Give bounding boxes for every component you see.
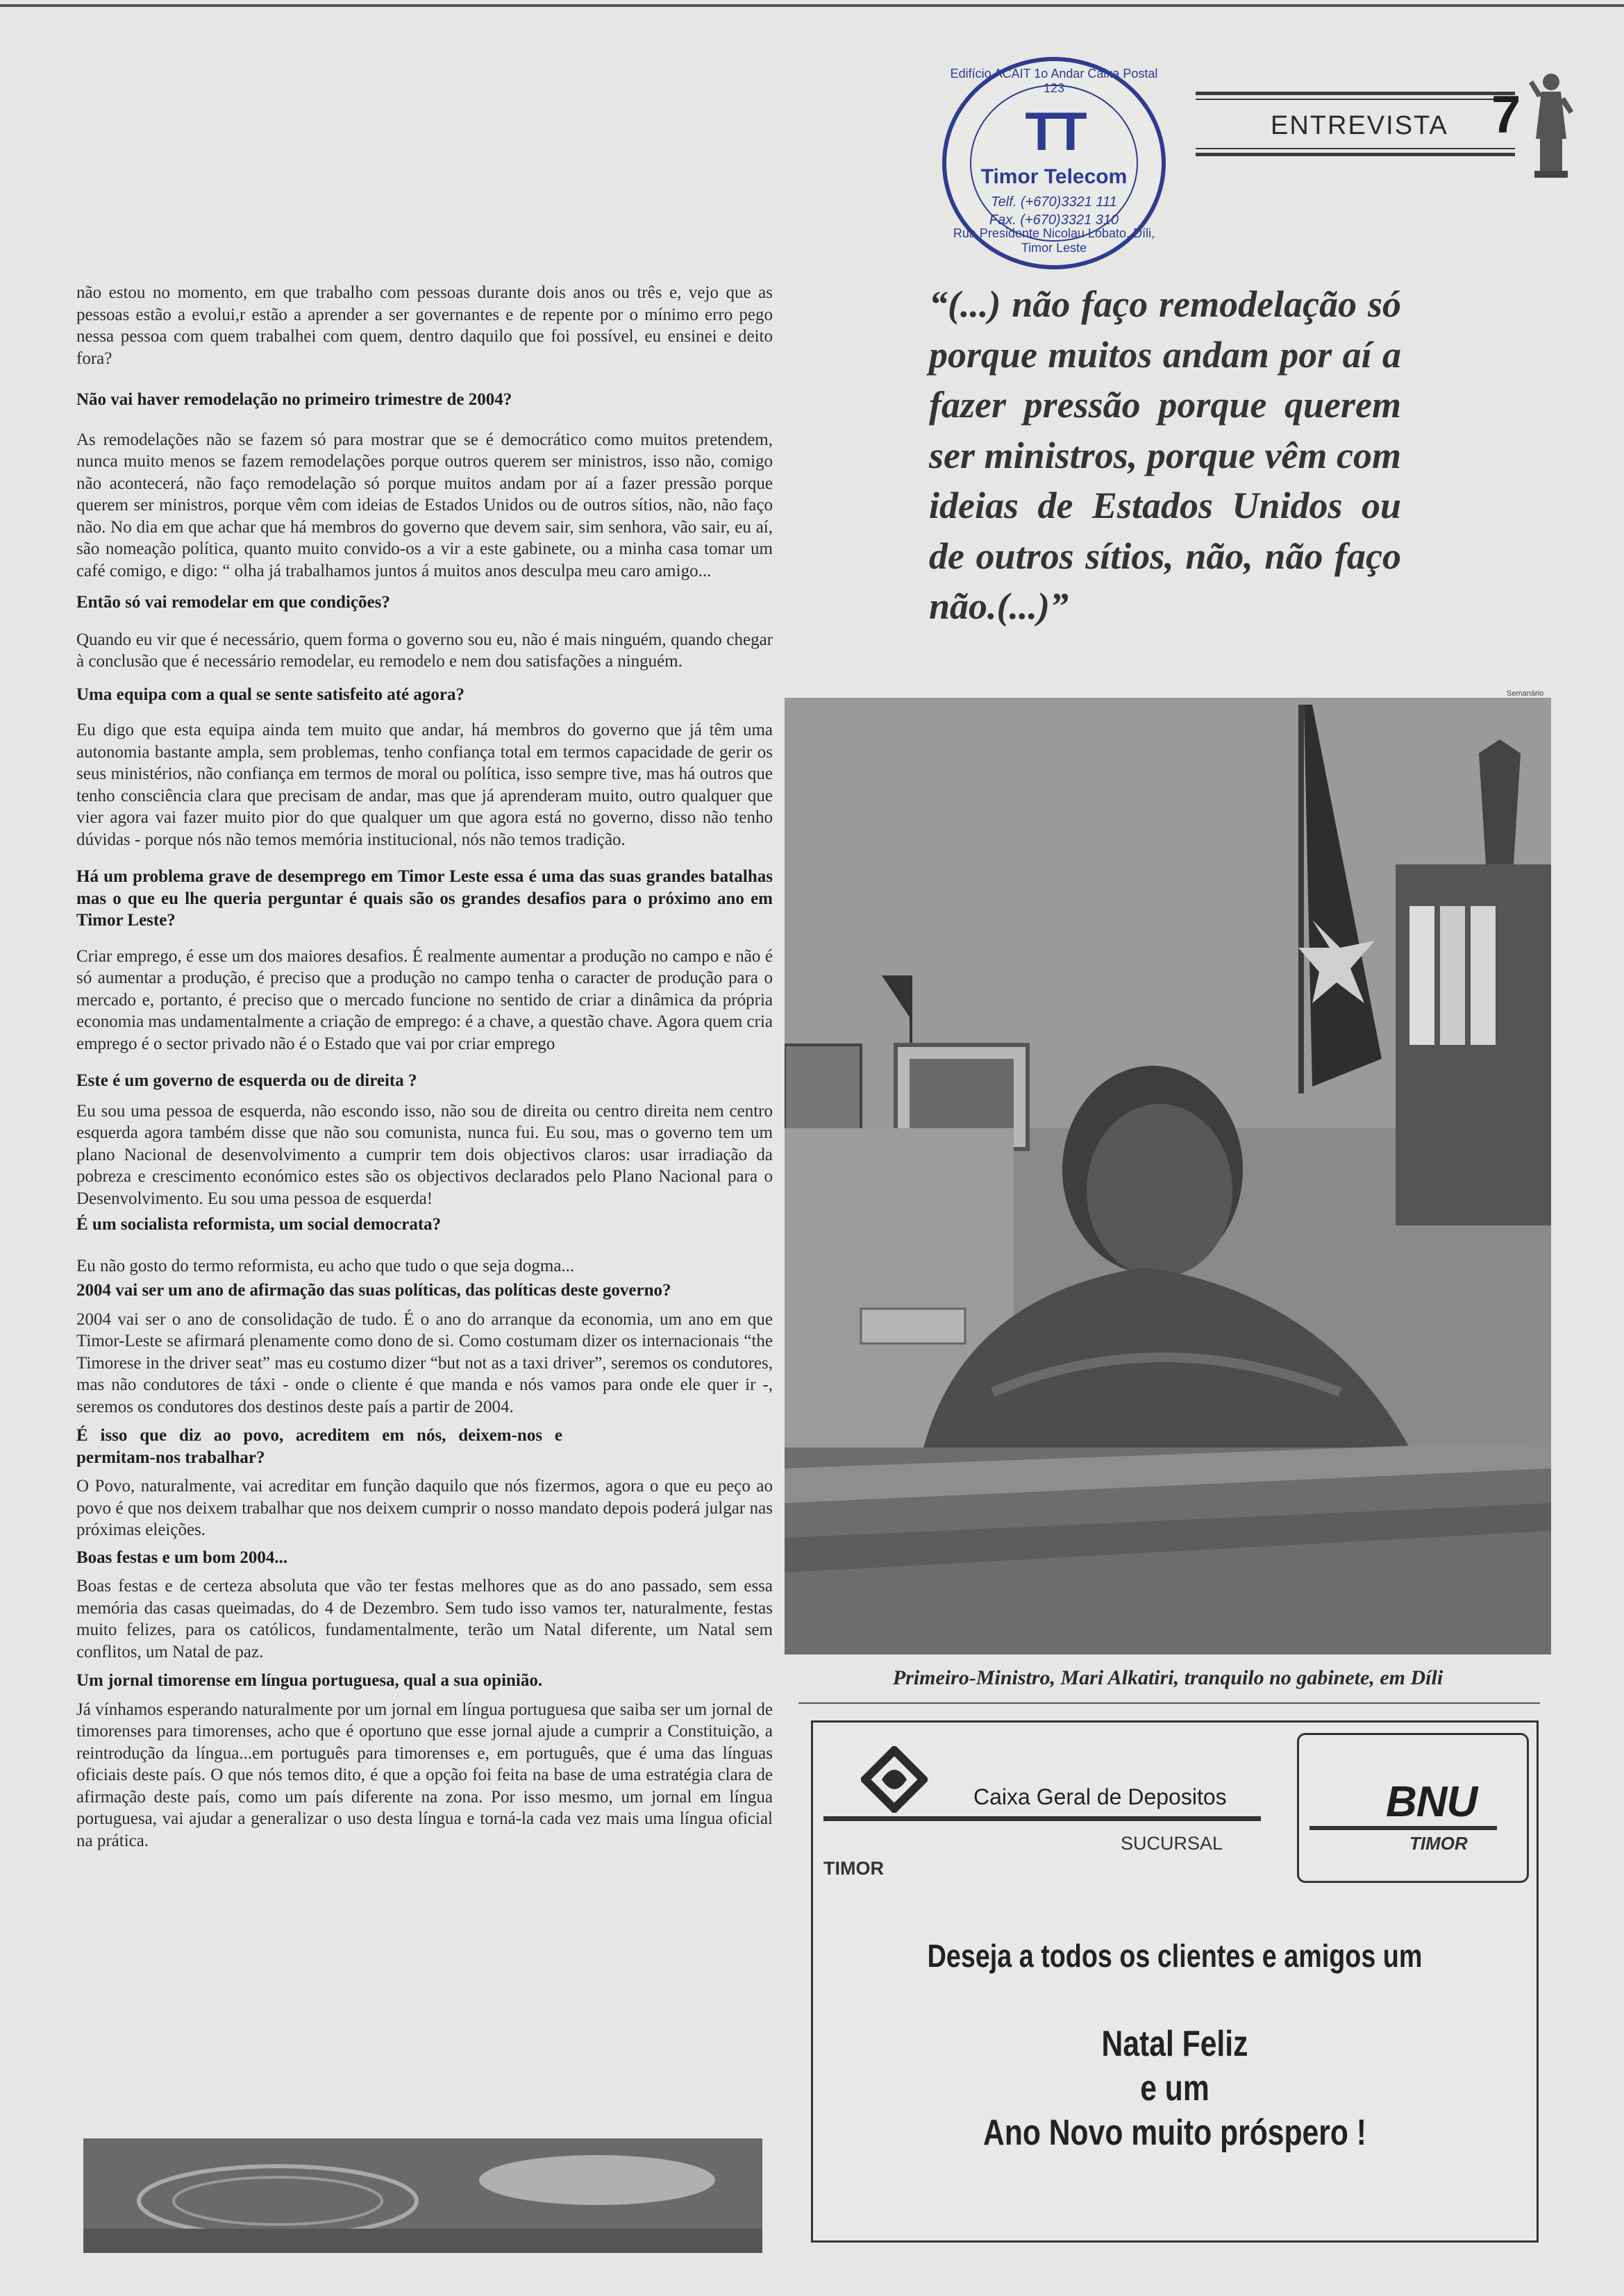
- answer-9: Boas festas e de certeza absoluta que vão ter festas melhores que as do ano passado, sem essa memória das casas queimadas, do 4 de Dezembro. Sem tudo isso vamos ter, naturalmente, festas muito felizes, para os católicos, fundamentalmente, terão um Natal diferente, um Natal sem conflitos, um Natal de paz.: [76, 1577, 773, 1661]
- country-label: TIMOR: [823, 1858, 884, 1879]
- branch-label: SUCURSAL: [1121, 1833, 1223, 1854]
- stamp-company: Timor Telecom: [980, 165, 1128, 188]
- wish-new-year: Ano Novo muito próspero !: [983, 2113, 1366, 2153]
- question-6: É um socialista reformista, um social democrata?: [76, 1215, 442, 1234]
- aerial-illustration: [83, 2138, 762, 2253]
- stamp-logo: TT: [1025, 101, 1083, 162]
- header-rule-bottom: [1196, 153, 1515, 156]
- page-number: 7: [1491, 85, 1521, 144]
- caption-rule: [798, 1702, 1540, 1704]
- question-1: Não vai haver remodelação no primeiro trimestre de 2004?: [76, 390, 512, 409]
- header-rule-top: [1196, 92, 1515, 95]
- ad-greeting: Deseja a todos os clientes e amigos um: [927, 1938, 1423, 1974]
- answer-6: Eu não gosto do termo reformista, eu acho que tudo o que seja dogma...: [76, 1256, 575, 1275]
- answer-2: Quando eu vir que é necessário, quem forma o governo sou eu, não é mais ninguém, quando chegar à conclusão que é necessário remodelar, eu remodelo e nem dou satisfações a ninguém.: [76, 630, 773, 671]
- wish-and: e um: [1140, 2068, 1209, 2109]
- question-2: Então só vai remodelar em que condições?: [76, 593, 390, 612]
- wish-christmas: Natal Feliz: [1101, 2024, 1248, 2064]
- question-8: É isso que diz ao povo, acreditem em nós, deixem-nos e permitam-nos trabalhar?: [76, 1426, 562, 1467]
- question-5: Este é um governo de esquerda ou de direita ?: [76, 1071, 417, 1090]
- timor-telecom-stamp: [942, 57, 1166, 269]
- statue-icon: [1527, 69, 1575, 179]
- answer-5: Eu sou uma pessoa de esquerda, não escondo isso, não sou de direita ou centro direita nem centro esquerda agora também disse que não sou comunista, nunca fui. Eu sou, mas o governo tem um plano Nacional de desenvolvimento a cumprir tem dois objectivos claros: usar irradiação da pobreza e crescimento económico estes são os objectivos declarados pelo Plano Nacional para o Desenvolvimento. Eu sou uma pessoa de esquerda!: [76, 1101, 773, 1208]
- ad-wishes: [876, 2022, 1473, 2155]
- cgd-logo-icon: [861, 1746, 928, 1813]
- answer-4: Criar emprego, é esse um dos maiores desafios. É realmente aumentar a produção no campo e não é só aumentar a produção, é preciso que a produção no campo tenha o caracter de produção para o mercado e, portanto, é preciso que o mercado funcione no sentido de criar a dinâmica da própria economia mas undamentalmente a criação de emprego: é a chave, a questão chave. Agora quem cria emprego é o sector privado não é o Estado que vai por criar emprego: [76, 946, 773, 1053]
- question-9: Boas festas e um bom 2004...: [76, 1548, 288, 1567]
- answer-3: Eu digo que esta equipa ainda tem muito que andar, há membros do governo que já têm uma autonomia bastante ampla, sem problemas, tenho confiança total em termos capacidade de gerir os seus ministérios, não confiança em termos de moral ou política, isso sempre tive, mas há outros que tenho consciência clara que precisam de andar, mas que já aprenderam muito, outro qualquer que vier agora vai fazer muito pior do que qualquer um que agora está no governo, disso não tenho dúvidas - porque nós não temos memória institucional, nós não temos tradição.: [76, 721, 773, 849]
- question-3: Uma equipa com a qual se sente satisfeito até agora?: [76, 685, 464, 704]
- bank1-name: Caixa Geral de Depositos: [973, 1784, 1227, 1809]
- article-intro: não estou no momento, em que trabalho com pessoas durante dois anos ou três e, vejo que as pessoas estão a evolui,r estão a aprender a ser governantes e de repente por o mínimo erro pego nessa pessoa com quem trabalhei com quem, dentro daquilo que foi possível, eu ensinei e deito fora?: [76, 283, 773, 368]
- header-rule-bottom-thin: [1196, 148, 1515, 149]
- answer-1: As remodelações não se fazem só para mostrar que se é democrático como muitos pretendem, nunca muito menos se fazem remodelações porque outros querem ser ministros, isso não, comigo não acontecerá, não faço remodelação só porque muitos andam por aí a fazer pressão porque querem ser ministros, porque vêm com ideias de Estados Unidos ou de outros sítios, não, não faço não. No dia em que achar que há membros do governo que devem sair, sim senhora, vão sair, eu aí, são nomeação política, quanto muito convido-os a vir a este gabinete, ou a minha casa tomar um café comigo, e digo: “ olha já trabalhamos juntos á muitos anos desculpa meu caro amigo...: [76, 430, 773, 580]
- photo-credit: Semanário: [1507, 689, 1544, 698]
- header-rule-top-thin: [1196, 99, 1515, 100]
- bnu-rule: [1309, 1826, 1497, 1830]
- stamp-ring-bottom-text: Rua Presidente Nicolau Lobato, Díli, Timor Leste: [953, 226, 1155, 255]
- question-10: Um jornal timorense em língua portuguesa, qual a sua opinião.: [76, 1671, 543, 1690]
- prime-minister-photo: [785, 698, 1551, 1654]
- bank1-rule: [823, 1816, 1261, 1821]
- question-4: Há um problema grave de desemprego em Timor Leste essa é uma das suas grandes batalhas mas o que eu lhe queria perguntar é quais são os grandes desafios para o próximo ano em Timor Leste?: [76, 867, 773, 930]
- question-7: 2004 vai ser um ano de afirmação das suas políticas, das políticas deste governo?: [76, 1281, 671, 1300]
- stamp-tel: Telf. (+670)3321 111: [991, 194, 1117, 210]
- photo-caption: Primeiro-Ministro, Mari Alkatiri, tranquilo no gabinete, em Díli: [892, 1666, 1443, 1689]
- stamp-contacts: [946, 193, 1162, 229]
- bottom-aerial-photo: [83, 2138, 762, 2253]
- answer-7: 2004 vai ser o ano de consolidação de tudo. É o ano do arranque da economia, um ano em que Timor-Leste se afirmará plenamente como dono de si. Como costumam dizer os internacionais “the Timorese in the driver seat” mas eu costumo dizer “but not as a taxi driver”, seremos os condutores, mas não condutores de táxi - onde o cliente é que manda e nós vamos para onde ele quer ir -, seremos os condutores dos destinos deste país a partir de 2004.: [76, 1309, 773, 1416]
- pull-quote: “(...) não faço remodelação só porque muitos andam por aí a fazer pressão porque querem ser ministros, porque vêm com ideias de Estados Unidos ou de outros sítios, não, não faço não.(...)”: [929, 283, 1401, 627]
- photo-illustration: [785, 698, 1551, 1654]
- stamp-fax: Fax. (+670)3321 310: [989, 212, 1119, 228]
- bnu-subtitle: TIMOR: [1409, 1833, 1468, 1854]
- answer-8: O Povo, naturalmente, vai acreditar em função daquilo que nós fizermos, agora o que eu peço ao povo é que nos deixem trabalhar que nos deixem cumprir o nosso mandato depois poderá julgar nas próximas eleições.: [76, 1477, 773, 1539]
- answer-10: Já vínhamos esperando naturalmente por um jornal em língua portuguesa que saiba ser um jornal de timorenses para timorenses, acho que é oportuno que esse jornal ajude a cumprir a Constituição, a reintrodução da língua...em português para timorenses e, em português, que é uma das línguas oficiais deste país. O que nós temos dito, é que a opção foi feita na base de uma estratégia clara de afirmação deste país, como um país diferente na zona. Por isso mesmo, um jornal em língua portuguesa, vai ajudar a generalizar o uso desta língua e torná-la cada vez mais uma língua oficial na prática.: [76, 1700, 773, 1850]
- section-title: ENTREVISTA: [1271, 111, 1448, 140]
- stamp-ring-top-text: Edifício ACAIT 1o Andar Caixa Postal 123: [950, 67, 1158, 95]
- bnu-logo: BNU: [1386, 1778, 1477, 1826]
- article-column: [76, 282, 773, 1852]
- top-rule: [0, 4, 1624, 7]
